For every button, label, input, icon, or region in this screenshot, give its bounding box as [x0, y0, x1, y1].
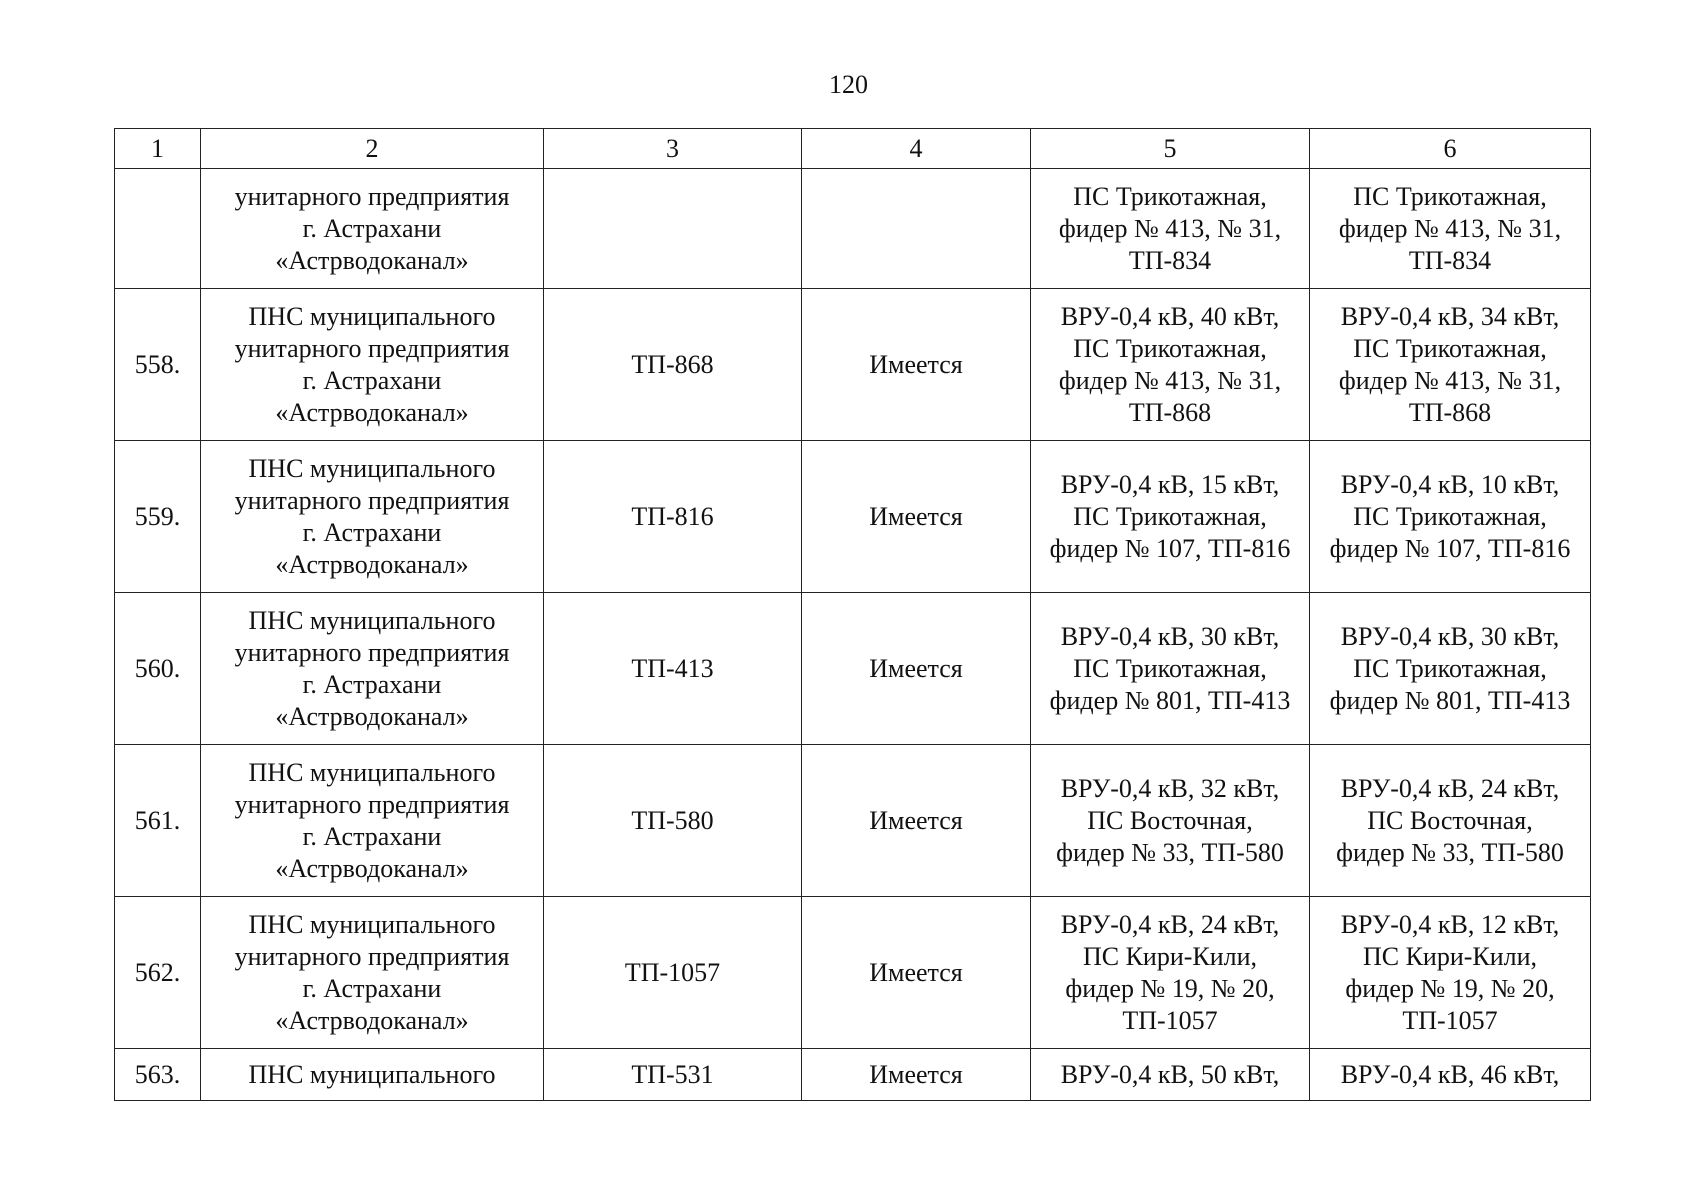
connection-col5-cell: ПС Трикотажная, фидер № 413, № 31, ТП-834 — [1031, 169, 1310, 289]
table-row — [115, 441, 1591, 593]
connection-col5-cell: ВРУ-0,4 кВ, 40 кВт, ПС Трикотажная, фидер № 413, № 31, ТП-868 — [1031, 289, 1310, 441]
table-row — [115, 897, 1591, 1049]
substation-cell: ТП-868 — [544, 289, 802, 441]
row-number-cell: 558. — [115, 289, 201, 441]
column-header: 3 — [544, 129, 802, 169]
status-cell: Имеется — [802, 1049, 1031, 1101]
row-number-cell — [115, 169, 201, 289]
connection-col6-cell: ПС Трикотажная, фидер № 413, № 31, ТП-834 — [1310, 169, 1591, 289]
table-row — [115, 1049, 1591, 1101]
row-number-cell: 561. — [115, 745, 201, 897]
facility-name-cell: ПНС муниципального унитарного предприятия г. Астрахани «Астрводоканал» — [201, 593, 544, 745]
table-row — [115, 593, 1591, 745]
status-cell: Имеется — [802, 897, 1031, 1049]
status-cell: Имеется — [802, 441, 1031, 593]
row-number-cell: 560. — [115, 593, 201, 745]
column-header: 1 — [115, 129, 201, 169]
substation-cell — [544, 169, 802, 289]
connection-col6-cell: ВРУ-0,4 кВ, 46 кВт, — [1310, 1049, 1591, 1101]
connection-col5-cell: ВРУ-0,4 кВ, 15 кВт, ПС Трикотажная, фидер № 107, ТП-816 — [1031, 441, 1310, 593]
facility-name-cell: ПНС муниципального унитарного предприятия г. Астрахани «Астрводоканал» — [201, 441, 544, 593]
facility-name-cell: унитарного предприятия г. Астрахани «Астрводоканал» — [201, 169, 544, 289]
connection-col6-cell: ВРУ-0,4 кВ, 12 кВт, ПС Кири-Кили, фидер № 19, № 20, ТП-1057 — [1310, 897, 1591, 1049]
substation-cell: ТП-531 — [544, 1049, 802, 1101]
table-header-row — [115, 129, 1591, 169]
facility-name-cell: ПНС муниципального — [201, 1049, 544, 1101]
substation-cell: ТП-580 — [544, 745, 802, 897]
table-row — [115, 745, 1591, 897]
status-cell: Имеется — [802, 289, 1031, 441]
facility-name-cell: ПНС муниципального унитарного предприятия г. Астрахани «Астрводоканал» — [201, 745, 544, 897]
column-header: 4 — [802, 129, 1031, 169]
substation-cell: ТП-413 — [544, 593, 802, 745]
status-cell: Имеется — [802, 593, 1031, 745]
substation-cell: ТП-816 — [544, 441, 802, 593]
column-header: 5 — [1031, 129, 1310, 169]
connection-col6-cell: ВРУ-0,4 кВ, 10 кВт, ПС Трикотажная, фидер № 107, ТП-816 — [1310, 441, 1591, 593]
table-row — [115, 289, 1591, 441]
row-number-cell: 563. — [115, 1049, 201, 1101]
column-header: 6 — [1310, 129, 1591, 169]
table-row — [115, 169, 1591, 289]
connection-col5-cell: ВРУ-0,4 кВ, 24 кВт, ПС Кири-Кили, фидер № 19, № 20, ТП-1057 — [1031, 897, 1310, 1049]
data-table — [114, 128, 1591, 1101]
status-cell — [802, 169, 1031, 289]
row-number-cell: 559. — [115, 441, 201, 593]
connection-col6-cell: ВРУ-0,4 кВ, 24 кВт, ПС Восточная, фидер № 33, ТП-580 — [1310, 745, 1591, 897]
connection-col6-cell: ВРУ-0,4 кВ, 34 кВт, ПС Трикотажная, фидер № 413, № 31, ТП-868 — [1310, 289, 1591, 441]
connection-col5-cell: ВРУ-0,4 кВ, 50 кВт, — [1031, 1049, 1310, 1101]
connection-col5-cell: ВРУ-0,4 кВ, 32 кВт, ПС Восточная, фидер № 33, ТП-580 — [1031, 745, 1310, 897]
column-header: 2 — [201, 129, 544, 169]
facility-name-cell: ПНС муниципального унитарного предприятия г. Астрахани «Астрводоканал» — [201, 289, 544, 441]
row-number-cell: 562. — [115, 897, 201, 1049]
connection-col5-cell: ВРУ-0,4 кВ, 30 кВт, ПС Трикотажная, фидер № 801, ТП-413 — [1031, 593, 1310, 745]
substation-cell: ТП-1057 — [544, 897, 802, 1049]
facility-name-cell: ПНС муниципального унитарного предприятия г. Астрахани «Астрводоканал» — [201, 897, 544, 1049]
page-number: 120 — [829, 70, 868, 99]
connection-col6-cell: ВРУ-0,4 кВ, 30 кВт, ПС Трикотажная, фидер № 801, ТП-413 — [1310, 593, 1591, 745]
status-cell: Имеется — [802, 745, 1031, 897]
